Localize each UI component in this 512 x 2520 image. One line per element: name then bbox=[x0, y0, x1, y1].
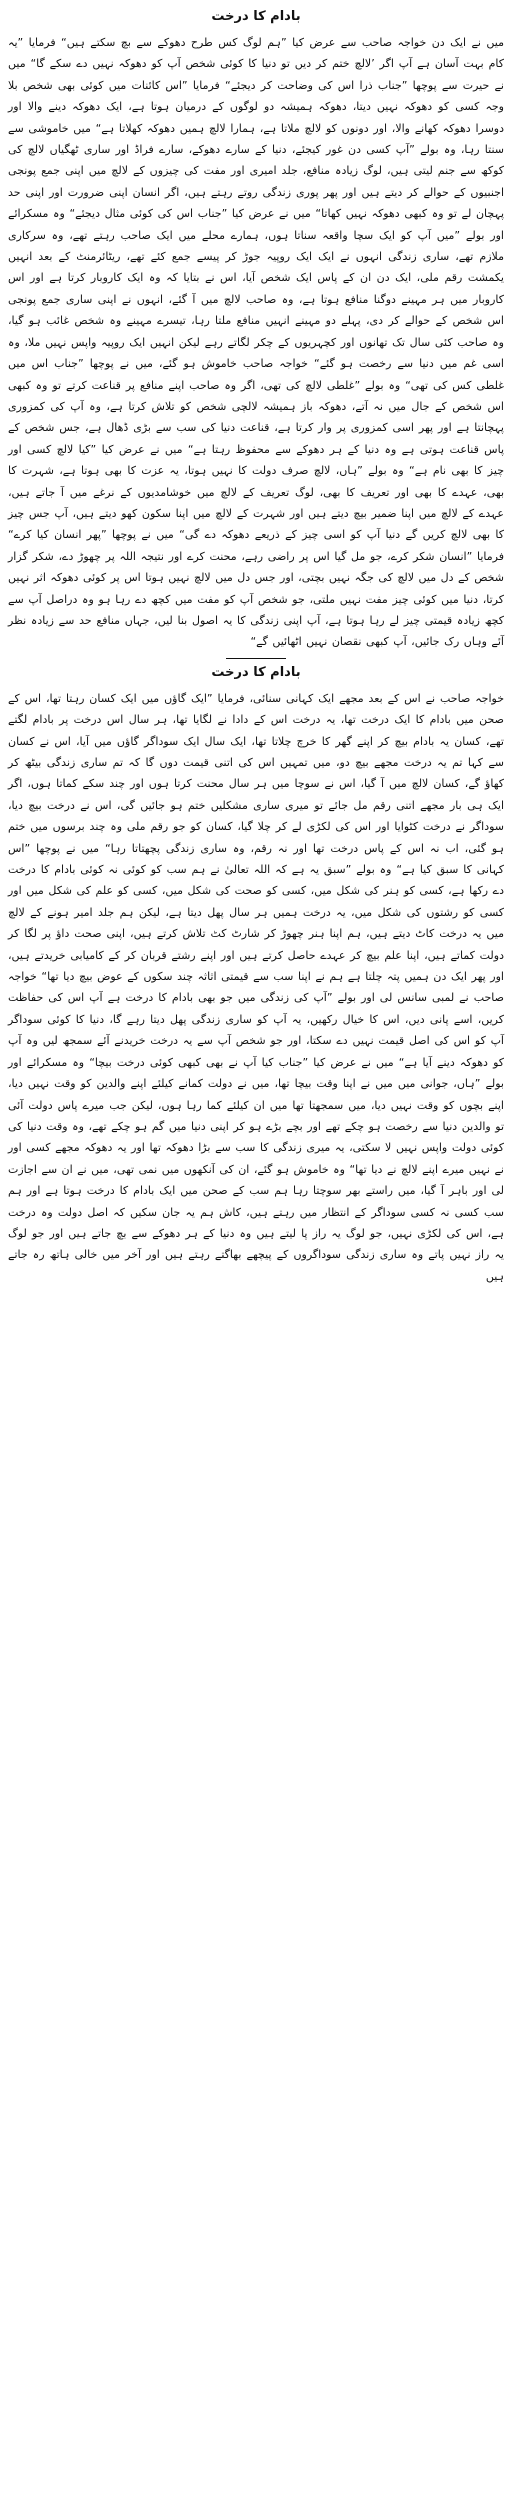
article-body-top bbox=[8, 32, 504, 653]
article-title: بادام کا درخت bbox=[211, 9, 301, 24]
article-body-bottom bbox=[8, 688, 504, 1287]
section-heading: بادام کا درخت bbox=[211, 664, 301, 680]
article-paragraph: میں نے ایک دن خواجہ صاحب سے عرض کیا ”ہم لوگ کس طرح دھوکے سے بچ سکتے ہیں“ فرمایا ”یہ کام بہت آسان ہے آپ اگر ’لالچ ختم کر دیں تو دنیا کا کوئی شخص آپ کو دھوکہ نہیں دے سکے گا“ میں نے حیرت سے پوچھا ”جناب ذرا اس کی وضاحت کر دیجئے“ فرمایا ”اس کائنات میں کوئی بھی شخص بلا وجہ کسی کو دھوکہ نہیں دیتا، دھوکہ ہمیشہ دو لوگوں کے درمیان ہوتا ہے، ایک دھوکہ دینے والا اور دوسرا دھوکہ کھانے والا، اور دونوں کو لالچ ملاتا ہے، ہمارا لالچ ہمیں دھوکہ کھلاتا ہے“ میں خاموشی سے سنتا رہا، وہ بولے ”آپ کسی دن غور کیجئے، دنیا کے سارے دھوکے، سارے فراڈ اور ساری ٹھگیاں لالچ کی کوکھ سے جنم لیتی ہیں، لوگ زیادہ منافع، جلد امیری اور مفت کی چیزوں کے لالچ میں اپنی جمع پونجی اجنبیوں کے حوالے کر دیتے ہیں اور پھر پوری زندگی روتے رہتے ہیں، اگر انسان اپنی ضرورت اور اپنی حد پہچان لے تو وہ کبھی دھوکہ نہیں کھاتا“ میں نے عرض کیا ”جناب اس کی کوئی مثال دیجئے“ وہ مسکرائے اور بولے ”میں آپ کو ایک سچا واقعہ سناتا ہوں، ہمارے محلے میں ایک صاحب رہتے تھے، وہ سرکاری ملازم تھے، ساری زندگی انہوں نے ایک ایک روپیہ جوڑ کر پیسے جمع کئے تھے، ریٹائرمنٹ کے بعد انہیں یکمشت رقم ملی، ایک دن ان کے پاس ایک شخص آیا، اس نے بتایا کہ وہ ایک کاروبار کرتا ہے اور اس کاروبار میں ہر مہینے دوگنا منافع ہوتا ہے، وہ صاحب لالچ میں آ گئے، انہوں نے اپنی ساری جمع پونجی اس شخص کے حوالے کر دی، پہلے دو مہینے انہیں منافع ملتا رہا، تیسرے مہینے وہ شخص غائب ہو گیا، وہ صاحب کئی سال تک تھانوں اور کچہریوں کے چکر لگاتے رہے لیکن انہیں ایک روپیہ واپس نہیں ملا، وہ اسی غم میں دنیا سے رخصت ہو گئے“ خواجہ صاحب خاموش ہو گئے، میں نے پوچھا ”جناب اس میں غلطی کس کی تھی“ وہ بولے ”غلطی لالچ کی تھی، اگر وہ صاحب اپنے منافع پر قناعت کرتے تو وہ کبھی اس شخص کے جال میں نہ آتے، دھوکہ باز ہمیشہ لالچی شخص کو تلاش کرتا ہے، وہ آپ کی کمزوری پہچانتا ہے اور پھر اسی کمزوری پر وار کرتا ہے، قناعت دنیا کی سب سے بڑی ڈھال ہے، جس شخص کے پاس قناعت ہوتی ہے وہ دنیا کے ہر دھوکے سے محفوظ رہتا ہے“ میں نے عرض کیا ”کیا لالچ کسی اور چیز کا بھی نام ہے“ وہ بولے ”ہاں، لالچ صرف دولت کا نہیں ہوتا، یہ عزت کا بھی ہوتا ہے، شہرت کا بھی، عہدے کا بھی اور تعریف کا بھی، لوگ تعریف کے لالچ میں خوشامدیوں کے نرغے میں آ جاتے ہیں، عہدے کے لالچ میں اپنا ضمیر بیچ دیتے ہیں اور شہرت کے لالچ میں اپنا سکون کھو دیتے ہیں، آپ جس چیز کا بھی لالچ کریں گے دنیا آپ کو اسی چیز کے ذریعے دھوکہ دے گی“ میں نے پوچھا ”پھر انسان کیا کرے“ فرمایا ”انسان شکر کرے، جو مل گیا اس پر راضی رہے، محنت کرے اور نتیجہ اللہ پر چھوڑ دے، شکر گزار شخص کے دل میں لالچ کی جگہ نہیں بچتی، اور جس دل میں لالچ نہیں ہوتا اس پر کوئی دھوکہ اثر نہیں کرتا، دنیا میں کوئی چیز مفت نہیں ملتی، جو شخص آپ کو مفت میں کچھ دے رہا ہو وہ دراصل آپ سے کچھ زیادہ قیمتی چیز لے رہا ہوتا ہے، آپ اپنی زندگی کا یہ اصول بنا لیں، جہاں منافع حد سے زیادہ نظر آئے وہاں رک جائیں، آپ کبھی نقصان نہیں اٹھائیں گے“ bbox=[8, 36, 504, 649]
article-paragraph: خواجہ صاحب نے اس کے بعد مجھے ایک کہانی سنائی، فرمایا ”ایک گاؤں میں ایک کسان رہتا تھا، اس کے صحن میں بادام کا ایک درخت تھا، یہ درخت اس کے دادا نے لگایا تھا، ہر سال اس درخت پر بادام لگتے تھے، کسان یہ بادام بیچ کر اپنے گھر کا خرچ چلاتا تھا، ایک سال ایک سوداگر گاؤں میں آیا، اس نے کسان سے کہا تم یہ درخت مجھے بیچ دو، میں تمہیں اس کی اتنی قیمت دوں گا کہ تم ساری زندگی بیٹھ کر کھاؤ گے، کسان لالچ میں آ گیا، اس نے سوچا میں ہر سال محنت کرتا ہوں اور چند سکے کماتا ہوں، اگر ایک ہی بار مجھے اتنی رقم مل جائے تو میری ساری مشکلیں ختم ہو جائیں گی، اس نے درخت بیچ دیا، سوداگر نے درخت کٹوایا اور اس کی لکڑی لے کر چلا گیا، کسان کو جو رقم ملی وہ چند برسوں میں ختم ہو گئی، اب نہ اس کے پاس درخت تھا اور نہ رقم، وہ ساری زندگی پچھتاتا رہا“ میں نے پوچھا ”اس کہانی کا سبق کیا ہے“ وہ بولے ”سبق یہ ہے کہ اللہ تعالیٰ نے ہم سب کو کوئی نہ کوئی بادام کا درخت دے رکھا ہے، کسی کو ہنر کی شکل میں، کسی کو صحت کی شکل میں، کسی کو علم کی شکل میں اور کسی کو رشتوں کی شکل میں، یہ درخت ہمیں ہر سال پھل دیتا ہے، لیکن ہم جلد امیر ہونے کے لالچ میں یہ درخت کاٹ دیتے ہیں، ہم اپنا ہنر چھوڑ کر شارٹ کٹ تلاش کرتے ہیں، اپنی صحت داؤ پر لگا کر دولت کماتے ہیں، اپنا علم بیچ کر عہدے حاصل کرتے ہیں اور اپنے رشتے قربان کر کے کامیابی خریدتے ہیں، اور پھر ایک دن ہمیں پتہ چلتا ہے ہم نے اپنا سب سے قیمتی اثاثہ چند سکوں کے عوض بیچ دیا تھا“ خواجہ صاحب نے لمبی سانس لی اور بولے ”آپ کی زندگی میں جو بھی بادام کا درخت ہے آپ اس کی حفاظت کریں، اسے پانی دیں، اس کا خیال رکھیں، یہ آپ کو ساری زندگی پھل دیتا رہے گا، دنیا کا کوئی سوداگر آپ کو اس کی اصل قیمت نہیں دے سکتا، اور جو شخص آپ سے یہ درخت خریدنے آئے سمجھ لیں وہ آپ کو دھوکہ دینے آیا ہے“ میں نے عرض کیا ”جناب کیا آپ نے بھی کبھی کوئی درخت بیچا“ وہ مسکرائے اور بولے ”ہاں، جوانی میں میں نے اپنا وقت بیچا تھا، میں نے دولت کمانے کیلئے اپنے والدین کو وقت نہیں دیا، اپنے بچوں کو وقت نہیں دیا، میں سمجھتا تھا میں ان کیلئے کما رہا ہوں، لیکن جب میرے پاس دولت آئی تو والدین دنیا سے رخصت ہو چکے تھے اور بچے بڑے ہو کر اپنی دنیا میں گم ہو چکے تھے، وہ وقت دنیا کی کوئی دولت واپس نہیں لا سکتی، یہ میری زندگی کا سب سے بڑا دھوکہ تھا اور یہ دھوکہ مجھے کسی اور نے نہیں میرے اپنے لالچ نے دیا تھا“ وہ خاموش ہو گئے، ان کی آنکھوں میں نمی تھی، میں نے ان سے اجازت لی اور باہر آ گیا، میں راستے بھر سوچتا رہا ہم سب کے صحن میں ایک بادام کا درخت ہوتا ہے اور ہم سب کسی نہ کسی سوداگر کے انتظار میں رہتے ہیں، کاش ہم یہ جان سکیں کہ اصل دولت وہ درخت ہے، اس کی لکڑی نہیں، جو لوگ یہ راز پا لیتے ہیں وہ دنیا کے ہر دھوکے سے بچ جاتے ہیں اور جو لوگ یہ راز نہیں پاتے وہ ساری زندگی سوداگروں کے پیچھے بھاگتے رہتے ہیں اور آخر میں خالی ہاتھ رہ جاتے ہیں bbox=[8, 691, 504, 1283]
section-divider bbox=[226, 658, 286, 659]
